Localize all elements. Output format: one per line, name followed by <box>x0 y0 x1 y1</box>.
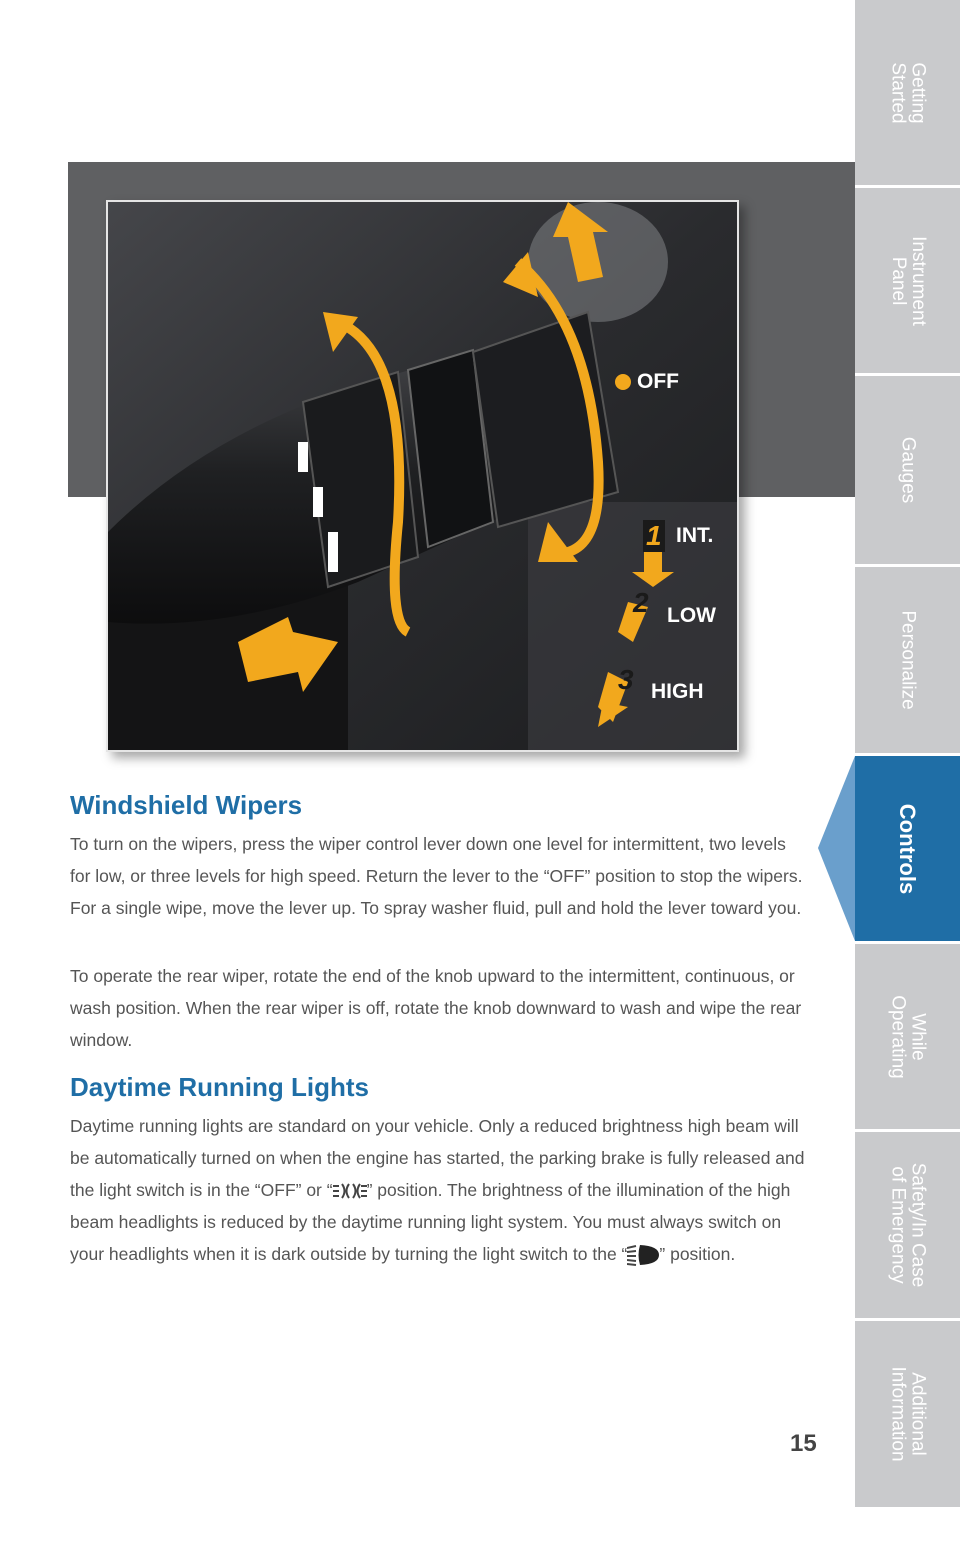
off-label: OFF <box>637 370 679 393</box>
low-label: LOW <box>667 604 716 627</box>
tab-label: Controls <box>895 803 921 894</box>
tab-label: While Operating <box>887 994 929 1079</box>
high-label: HIGH <box>651 680 704 703</box>
drl-text-c: ” position. <box>659 1244 736 1264</box>
tab-instrument-panel[interactable] <box>855 188 960 373</box>
tab-personalize[interactable] <box>855 567 960 753</box>
tab-label: Getting Started <box>887 61 929 124</box>
tab-safety[interactable] <box>855 1132 960 1318</box>
step-1-number: 1 <box>643 520 665 552</box>
step-3-number: 3 <box>618 664 634 695</box>
wipers-heading: Windshield Wipers <box>70 790 303 820</box>
active-tab-pointer <box>818 756 858 941</box>
tab-label: Gauges <box>897 436 919 504</box>
drl-text-b: ” position. The brightness of the illumination of the high beam headlights is reduced by the daytime running light system. You must always switch on your headlights when it is dark outside by turning the light switch to the “ <box>70 1180 791 1264</box>
step-2-number: 2 <box>633 587 649 618</box>
tab-gauges[interactable] <box>855 376 960 564</box>
tab-label: Safety/In Case of Emergency <box>887 1162 929 1288</box>
tab-getting-started[interactable] <box>855 0 960 185</box>
tab-additional-information[interactable] <box>855 1321 960 1507</box>
tab-while-operating[interactable] <box>855 944 960 1129</box>
drl-heading: Daytime Running Lights <box>70 1072 369 1102</box>
wiper-lever-photo <box>106 200 739 752</box>
tab-label: Personalize <box>897 610 919 710</box>
tab-label: Additional Information <box>887 1366 929 1462</box>
tab-label: Instrument Panel <box>887 235 929 326</box>
parking-lights-icon <box>333 1181 367 1201</box>
drl-paragraph <box>70 1110 810 1270</box>
wipers-paragraph-1: To turn on the wipers, press the wiper control lever down one level for intermittent, two levels for low, or three levels for high speed. Return the lever to the “OFF” position to stop the wipers. For a single wipe, move the lever up. To spray washer fluid, pull and hold the lever toward you. <box>70 834 803 918</box>
tab-controls[interactable] <box>855 756 960 941</box>
headlight-icon <box>627 1244 659 1266</box>
drl-text-a: Daytime running lights are standard on your vehicle. Only a reduced brightness high beam will be automatically turned on when the engine has started, the parking brake is fully released and the light switch is in the “OFF” or “ <box>70 1116 805 1200</box>
wipers-paragraph-2: To operate the rear wiper, rotate the end of the knob upward to the intermittent, continuous, or wash position. When the rear wiper is off, rotate the knob downward to wash and wipe the rear window. <box>70 966 802 1050</box>
page-number: 15 <box>790 1430 817 1457</box>
int-label: INT. <box>676 524 714 547</box>
